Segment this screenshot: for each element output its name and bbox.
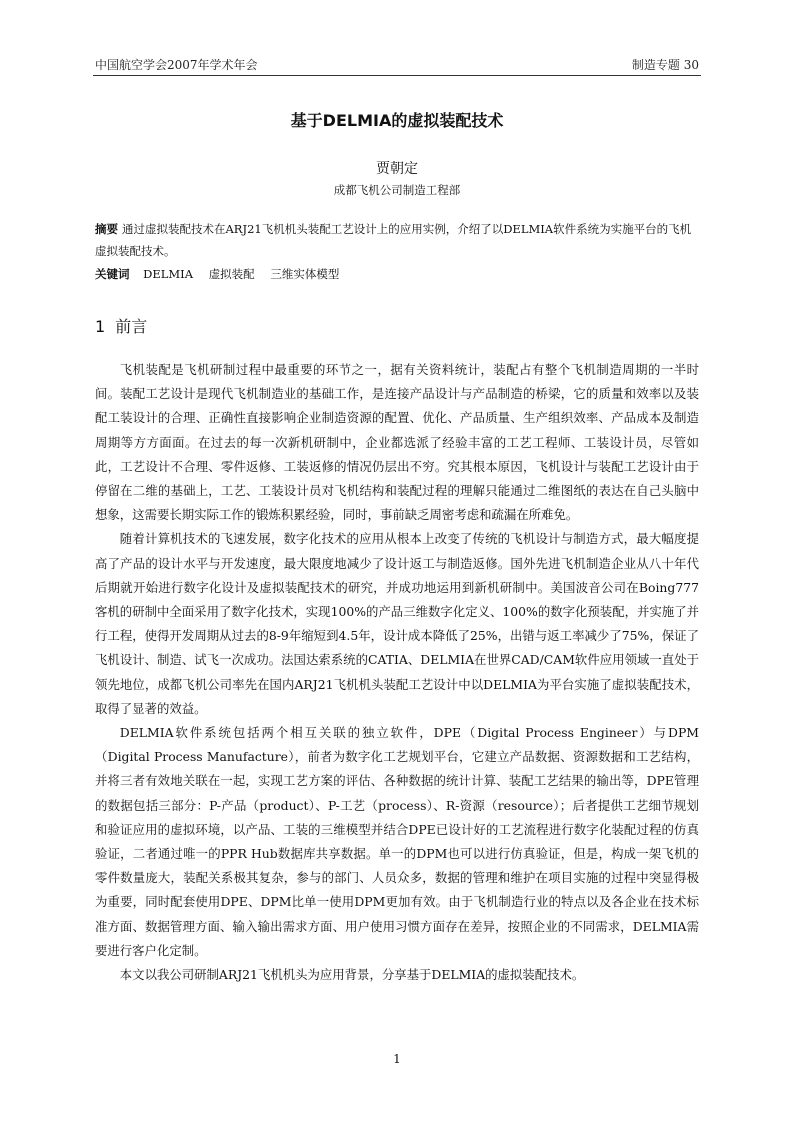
keyword: DELMIA: [143, 267, 194, 281]
keyword: 三维实体模型: [270, 267, 340, 281]
section-title: 前言: [115, 317, 148, 336]
abstract-label: 摘要: [95, 222, 118, 236]
abstract: [95, 218, 699, 262]
paragraph: DELMIA软件系统包括两个相互关联的独立软件，DPE（Digital Process Engineer）与DPM（Digital Process Manufacture），前者为数字化工艺规划平台，它建立产品数据、资源数据和工艺结构，并将三者有效地关联在一起，实现工艺方案的评估、各种数据的统计计算、装配工艺结果的输出等，DPE管理的数据包括三部分：P-产品（product）、P-工艺（process）、R-资源（resource）；后者提供工艺细节规划和验证应用的虚拟环境，以产品、工装的三维模型并结合DPE已设计好的工艺流程进行数字化装配过程的仿真验证，二者通过唯一的PPR Hub数据库共享数据。单一的DPM也可以进行仿真验证，但是，构成一架飞机的零件数量庞大，装配关系极其复杂，参与的部门、人员众多，数据的管理和维护在项目实施的过程中突显得极为重要，同时配套使用DPE、DPM比单一使用DPM更加有效。由于飞机制造行业的特点以及各企业在技术标准方面、数据管理方面、输入输出需求方面、用户使用习惯方面存在差异，按照企业的不同需求，DELMIA需要进行客户化定制。: [95, 725, 699, 958]
paragraph: 飞机装配是飞机研制过程中最重要的环节之一，据有关资料统计，装配占有整个飞机制造周期的一半时间。装配工艺设计是现代飞机制造业的基础工作，是连接产品设计与产品制造的桥梁，它的质量和效率以及装配工装设计的合理、正确性直接影响企业制造资源的配置、优化、产品质量、生产组织效率、产品成本及制造周期等方方面面。在过去的每一次新机研制中，企业都选派了经验丰富的工艺工程师、工装设计员，尽管如此，工艺设计不合理、零件返修、工装返修的情况仍层出不穷。究其根本原因，飞机设计与装配工艺设计由于停留在二维的基础上，工艺、工装设计员对飞机结构和装配过程的理解只能通过二维图纸的表达在自己头脑中想象，这需要长期实际工作的锻炼积累经验，同时，事前缺乏周密考虑和疏漏在所难免。: [95, 362, 699, 523]
body-text: [95, 358, 699, 987]
running-header: [95, 56, 699, 76]
header-section: 制造专题 30: [631, 58, 699, 72]
page-number: 1: [393, 1052, 401, 1066]
section-heading: [95, 314, 147, 337]
section-number: 1: [95, 317, 106, 336]
paragraph: 本文以我公司研制ARJ21飞机机头为应用背景，分享基于DELMIA的虚拟装配技术。: [119, 967, 585, 983]
header-rule: [93, 75, 701, 76]
affiliation: 成都飞机公司制造工程部: [333, 183, 461, 197]
paper-title: 基于DELMIA的虚拟装配技术: [290, 111, 504, 130]
header-conference: 中国航空学会2007年学术年会: [95, 58, 258, 72]
keyword: 虚拟装配: [208, 267, 255, 281]
paragraph: 随着计算机技术的飞速发展，数字化技术的应用从根本上改变了传统的飞机设计与制造方式，最大幅度提高了产品的设计水平与开发速度，最大限度地减少了设计返工与制造返修。国外先进飞机制造企业从八十年代后期就开始进行数字化设计及虚拟装配技术的研究，并成功地运用到新机研制中。美国波音公司在Boing777客机的研制中全面采用了数字化技术，实现100%的产品三维数字化定义、100%的数字化预装配，并实施了并行工程，使得开发周期从过去的8-9年缩短到4.5年，设计成本降低了25%，出错与返工率减少了75%，保证了飞机设计、制造、试飞一次成功。法国达索系统的CATIA、DELMIA在世界CAD/CAM软件应用领域一直处于领先地位，成都飞机公司率先在国内ARJ21飞机机头装配工艺设计中以DELMIA为平台实施了虚拟装配技术，取得了显著的效益。: [95, 531, 699, 716]
keywords-label: 关键词: [95, 267, 130, 281]
abstract-text: 通过虚拟装配技术在ARJ21飞机机头装配工艺设计上的应用实例，介绍了以DELMIA软件系统为实施平台的飞机虚拟装配技术。: [95, 222, 692, 258]
author: 贾朝定: [376, 161, 418, 177]
keywords: [95, 264, 699, 284]
